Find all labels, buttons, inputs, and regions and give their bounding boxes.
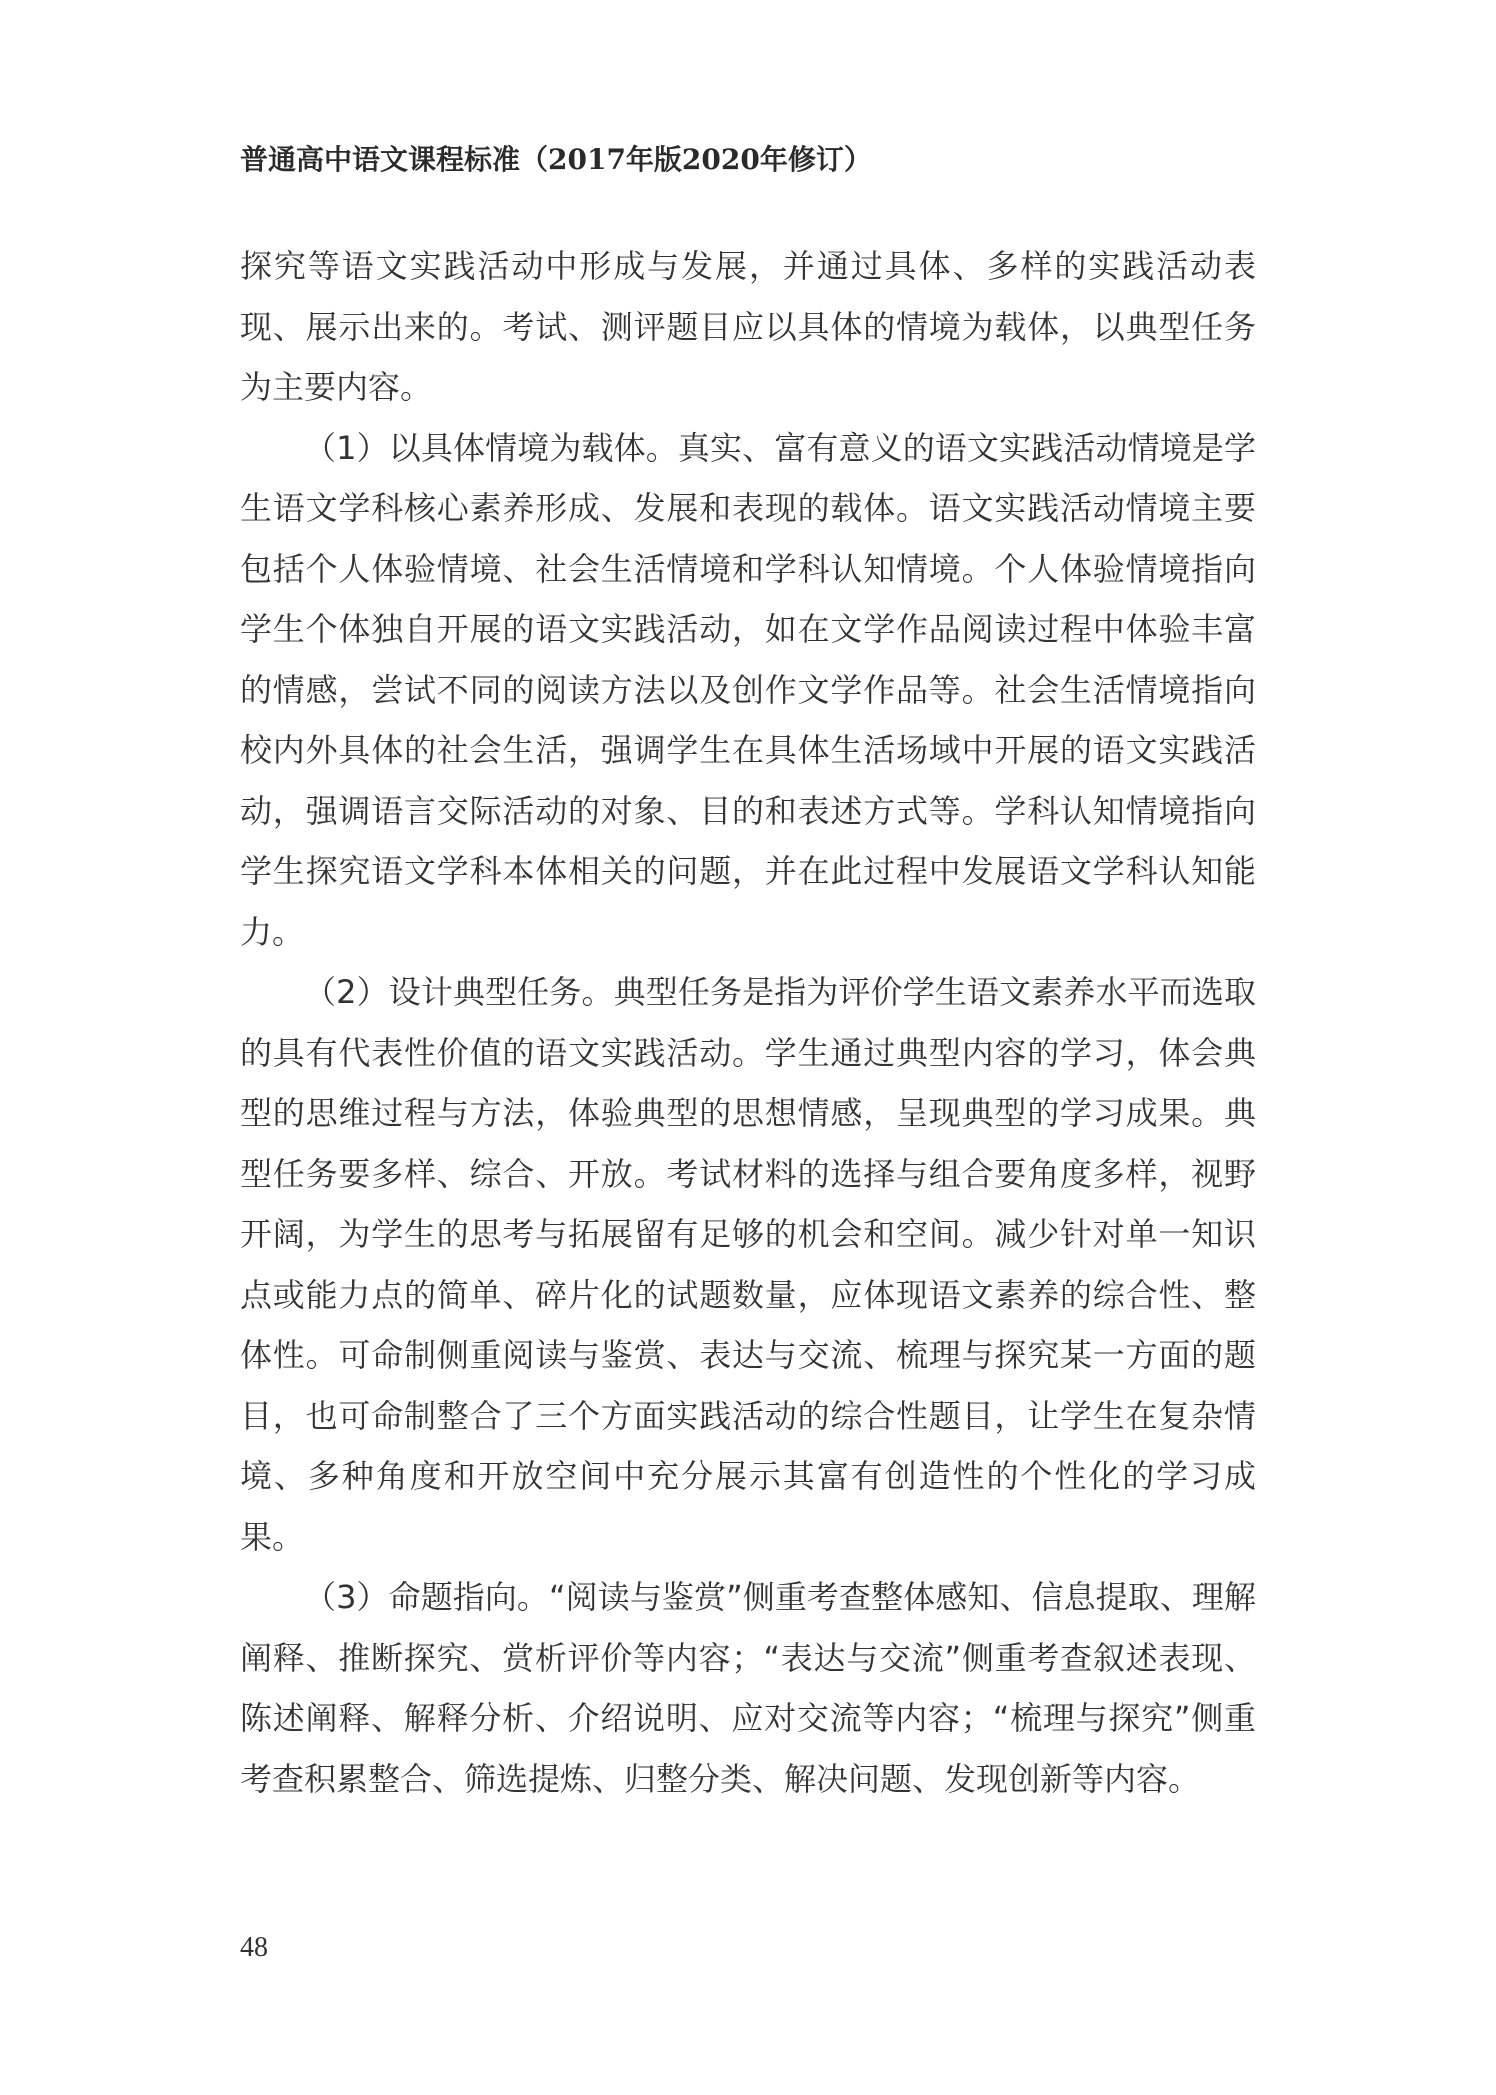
paragraph-concrete-context: （1）以具体情境为载体。真实、富有意义的语文实践活动情境是学生语文学科核心素养形成、发展和表现的载体。语文实践活动情境主要包括个人体验情境、社会生活情境和学科认知情境。个人体验情境指向学生个体独自开展的语文实践活动，如在文学作品阅读过程中体验丰富的情感，尝试不同的阅读方法以及创作文学作品等。社会生活情境指向校内外具体的社会生活，强调学生在具体生活场域中开展的语文实践活动，强调语言交际活动的对象、目的和表述方式等。学科认知情境指向学生探究语文学科本体相关的问题，并在此过程中发展语文学科认知能力。	[240, 428, 1256, 951]
paragraph-continuation: 探究等语文实践活动中形成与发展，并通过具体、多样的实践活动表现、展示出来的。考试、测评题目应以具体的情境为载体，以典型任务为主要内容。	[240, 247, 1256, 406]
paragraph-typical-tasks: （2）设计典型任务。典型任务是指为评价学生语文素养水平而选取的具有代表性价值的语文实践活动。学生通过典型内容的学习，体会典型的思维过程与方法，体验典型的思想情感，呈现典型的学习成果。典型任务要多样、综合、开放。考试材料的选择与组合要角度多样，视野开阔，为学生的思考与拓展留有足够的机会和空间。减少针对单一知识点或能力点的简单、碎片化的试题数量，应体现语文素养的综合性、整体性。可命制侧重阅读与鉴赏、表达与交流、梳理与探究某一方面的题目，也可命制整合了三个方面实践活动的综合性题目，让学生在复杂情境、多种角度和开放空间中充分展示其富有创造性的个性化的学习成果。	[240, 973, 1256, 1556]
page-number: 48	[240, 1932, 268, 1963]
body-text	[240, 236, 1256, 1809]
paragraph-question-orientation: （3）命题指向。“阅读与鉴赏”侧重考查整体感知、信息提取、理解阐释、推断探究、赏析评价等内容；“表达与交流”侧重考查叙述表现、陈述阐释、解释分析、介绍说明、应对交流等内容；“梳理与探究”侧重考查积累整合、筛选提炼、归整分类、解决问题、发现创新等内容。	[240, 1578, 1256, 1798]
running-header-title: 普通高中语文课程标准（2017年版2020年修订）	[240, 143, 872, 176]
